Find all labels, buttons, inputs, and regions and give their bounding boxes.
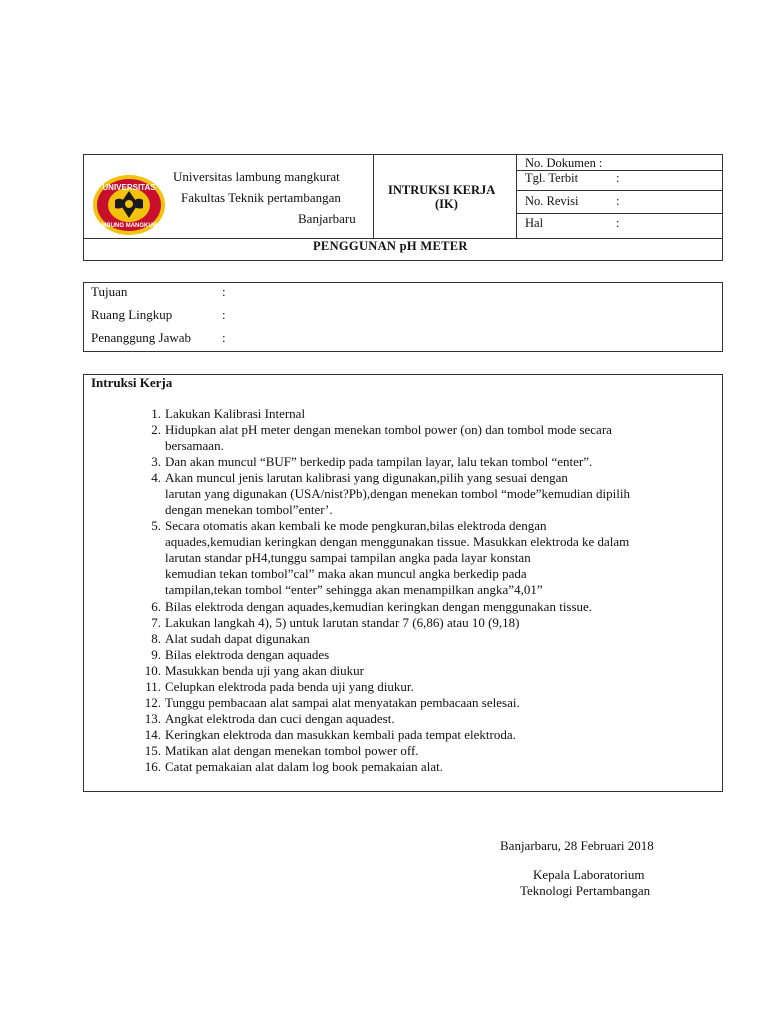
doc-type: INTRUKSI KERJA [388, 183, 496, 197]
step-text: Angkat elektroda dan cuci dengan aquadest. [165, 711, 395, 726]
step-number: 9. [151, 647, 161, 662]
step-number: 1. [151, 406, 161, 421]
doc-type-code: (IK) [435, 197, 458, 211]
step-number: 4. [151, 470, 161, 485]
step-number: 5. [151, 518, 161, 533]
university-logo-icon [92, 174, 166, 236]
header-divider-1 [373, 155, 374, 239]
faculty-name: Fakultas Teknik pertambangan [181, 190, 341, 205]
svg-text:LAMBUNG MANGKURAT: LAMBUNG MANGKURAT [93, 223, 165, 229]
info-ruang-lingkup-sep: : [222, 307, 226, 322]
city-name: Banjarbaru [298, 211, 356, 226]
header-divider-2 [516, 155, 517, 239]
step-number: 7. [151, 615, 161, 630]
instructions-heading: Intruksi Kerja [91, 375, 173, 390]
step-text: Alat sudah dapat digunakan [165, 631, 310, 646]
step-text: Keringkan elektroda dan masukkan kembali pada tempat elektroda. [165, 727, 516, 742]
step-number: 13. [144, 711, 161, 726]
step-text: Celupkan elektroda pada benda uji yang diukur. [165, 679, 414, 694]
step-text: Tunggu pembacaan alat sampai alat menyatakan pembacaan selesai. [165, 695, 520, 710]
step-text: larutan standar pH4,tunggu sampai tampilan angka pada layar konstan [165, 550, 531, 565]
field-hal-label: Hal [525, 216, 544, 230]
field-no-revisi-label: No. Revisi [525, 194, 579, 208]
step-number: 16. [144, 759, 161, 774]
info-penanggung-jawab-sep: : [222, 330, 226, 345]
signature-place-date: Banjarbaru, 28 Februari 2018 [500, 838, 654, 853]
info-ruang-lingkup-label: Ruang Lingkup [91, 307, 173, 322]
step-number: 11. [145, 679, 161, 694]
step-text: aquades,kemudian keringkan dengan menggunakan tissue. Masukkan elektroda ke dalam [165, 534, 630, 549]
signature-role-2: Teknologi Pertambangan [520, 883, 651, 898]
step-text: Bilas elektroda dengan aquades [165, 647, 330, 662]
step-text: Masukkan benda uji yang akan diukur [165, 663, 364, 678]
svg-text:UNIVERSITAS: UNIVERSITAS [102, 183, 156, 192]
step-number: 12. [144, 695, 161, 710]
step-text: kemudian tekan tombol”cal” maka akan muncul angka berkedip pada [165, 566, 527, 581]
step-number: 6. [151, 599, 161, 614]
step-text: Lakukan langkah 4), 5) untuk larutan standar 7 (6,86) atau 10 (9,18) [165, 615, 520, 630]
step-text: Catat pemakaian alat dalam log book pemakaian alat. [165, 759, 443, 774]
step-number: 2. [151, 422, 161, 437]
signature-role-1: Kepala Laboratorium [533, 867, 645, 882]
step-number: 10. [144, 663, 161, 678]
field-no-revisi-sep: : [616, 194, 620, 208]
field-no-dokumen: No. Dokumen : [525, 156, 603, 170]
step-number: 14. [144, 727, 161, 742]
step-text: Secara otomatis akan kembali ke mode pengkuran,bilas elektroda dengan [165, 518, 547, 533]
document-title: PENGGUNAN pH METER [313, 239, 468, 253]
step-text: tampilan,tekan tombol “enter” sehingga akan menampilkan angka”4,01” [165, 582, 543, 597]
info-penanggung-jawab-label: Penanggung Jawab [91, 330, 192, 345]
step-text: Dan akan muncul “BUF” berkedip pada tampilan layar, lalu tekan tombol “enter”. [165, 454, 593, 469]
step-text: larutan yang digunakan (USA/nist?Pb),dengan menekan tombol “mode”kemudian dipilih [165, 486, 631, 501]
field-tgl-terbit-sep: : [616, 171, 620, 185]
field-hal-sep: : [616, 216, 620, 230]
info-tujuan-label: Tujuan [91, 284, 128, 299]
field-tgl-terbit-label: Tgl. Terbit [525, 171, 579, 185]
university-name: Universitas lambung mangkurat [173, 169, 340, 184]
step-text: dengan menekan tombol”enter’. [165, 502, 333, 517]
step-text: bersamaan. [165, 438, 224, 453]
step-text: Hidupkan alat pH meter dengan menekan tombol power (on) dan tombol mode secara [165, 422, 612, 437]
step-text: Bilas elektroda dengan aquades,kemudian keringkan dengan menggunakan tissue. [165, 599, 593, 614]
step-text: Matikan alat dengan menekan tombol power off. [165, 743, 419, 758]
info-tujuan-sep: : [222, 284, 226, 299]
step-number: 15. [144, 743, 161, 758]
step-number: 3. [151, 454, 161, 469]
step-text: Lakukan Kalibrasi Internal [165, 406, 306, 421]
step-number: 8. [151, 631, 161, 646]
step-text: Akan muncul jenis larutan kalibrasi yang digunakan,pilih yang sesuai dengan [165, 470, 568, 485]
